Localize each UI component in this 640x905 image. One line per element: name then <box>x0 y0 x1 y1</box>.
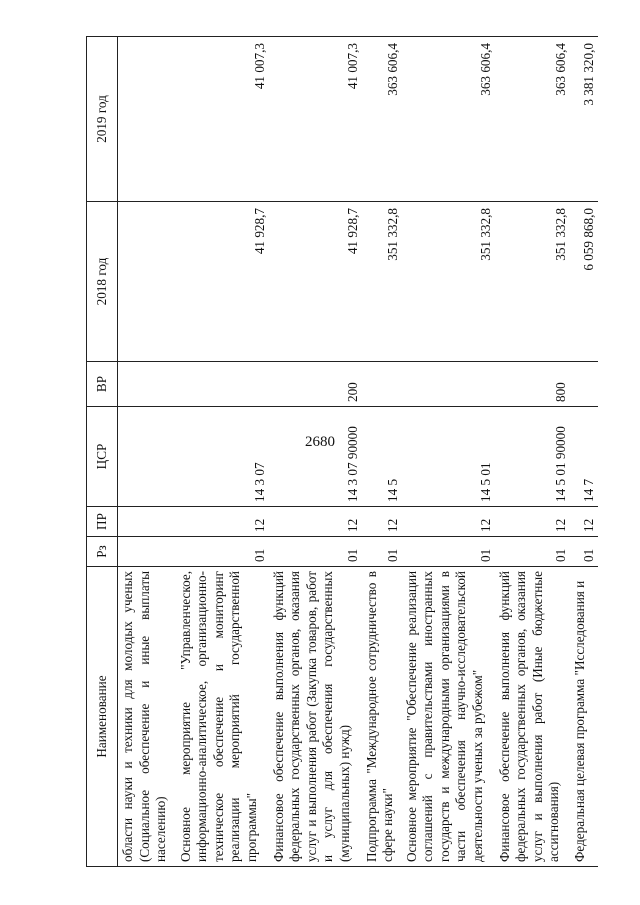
page-number: 2680 <box>305 434 335 450</box>
row-2018: 351 332,8 <box>402 202 495 362</box>
row-2019 <box>118 37 176 202</box>
row-2019: 3 381 320,0 <box>570 37 598 202</box>
header-csr: ЦСР <box>87 407 118 507</box>
row-rz: 01 <box>570 537 598 567</box>
row-pr: 12 <box>495 507 570 537</box>
row-2019: 363 606,4 <box>402 37 495 202</box>
row-rz: 01 <box>495 537 570 567</box>
table-row <box>118 37 176 867</box>
header-name: Наименование <box>87 567 118 867</box>
row-name: Основное мероприятие "Управленческое, информационно-аналитическое, организационно-техническое обеспечение и мониторинг реализации мероприятий государственной программы" <box>176 567 269 867</box>
row-csr: 14 5 01 90000 <box>495 407 570 507</box>
row-name: Финансовое обеспечение выполнения функций федеральных государственных органов, оказания услуг и выполнения работ (Иные бюджетные ассигнования) <box>495 567 570 867</box>
header-rz: Рз <box>87 537 118 567</box>
row-name: Подпрограмма "Международное сотрудничество в сфере науки" <box>362 567 402 867</box>
row-2018: 351 332,8 <box>495 202 570 362</box>
table-row <box>362 37 402 867</box>
budget-table <box>86 36 598 867</box>
row-vr <box>402 362 495 407</box>
row-2019: 363 606,4 <box>362 37 402 202</box>
row-2018: 41 928,7 <box>176 202 269 362</box>
row-2019: 363 606,4 <box>495 37 570 202</box>
row-vr <box>362 362 402 407</box>
table-row <box>402 37 495 867</box>
row-2018 <box>118 202 176 362</box>
row-pr: 12 <box>402 507 495 537</box>
row-pr <box>118 507 176 537</box>
row-name: Финансовое обеспечение выполнения функций федеральных государственных органов, оказания услуг и выполнения работ (Закупка товаров, работ и услуг для обеспечения государственных (муниципальных) нужд) <box>269 567 362 867</box>
row-csr <box>118 407 176 507</box>
row-pr: 12 <box>362 507 402 537</box>
row-name: Основное мероприятие "Обеспечение реализации соглашений с правительствами иностранных государств и международными организациями в части обеспечения научно-исследовательской деятельности ученых за рубежом" <box>402 567 495 867</box>
row-2018: 41 928,7 <box>269 202 362 362</box>
row-csr: 14 7 <box>570 407 598 507</box>
row-rz: 01 <box>176 537 269 567</box>
row-csr: 14 3 07 <box>176 407 269 507</box>
row-csr: 14 5 01 <box>402 407 495 507</box>
table-header-row <box>87 37 118 867</box>
row-rz <box>118 537 176 567</box>
row-rz: 01 <box>402 537 495 567</box>
row-vr <box>570 362 598 407</box>
row-2018: 351 332,8 <box>362 202 402 362</box>
row-2019: 41 007,3 <box>176 37 269 202</box>
header-vr: ВР <box>87 362 118 407</box>
row-pr: 12 <box>269 507 362 537</box>
row-2019: 41 007,3 <box>269 37 362 202</box>
table-row <box>269 37 362 867</box>
row-name: Федеральная целевая программа "Исследования и <box>570 567 598 867</box>
row-vr: 200 <box>269 362 362 407</box>
header-2019: 2019 год <box>87 37 118 202</box>
row-vr: 800 <box>495 362 570 407</box>
row-vr <box>118 362 176 407</box>
header-2018: 2018 год <box>87 202 118 362</box>
budget-table-container <box>86 37 596 867</box>
row-vr <box>176 362 269 407</box>
row-name: области науки и техники для молодых ученых (Социальное обеспечение и иные выплаты населению) <box>118 567 176 867</box>
row-rz: 01 <box>269 537 362 567</box>
row-rz: 01 <box>362 537 402 567</box>
row-csr: 14 5 <box>362 407 402 507</box>
table-row <box>495 37 570 867</box>
row-csr: 14 3 07 90000 <box>269 407 362 507</box>
row-pr: 12 <box>570 507 598 537</box>
header-pr: ПР <box>87 507 118 537</box>
row-2018: 6 059 868,0 <box>570 202 598 362</box>
row-pr: 12 <box>176 507 269 537</box>
table-row <box>176 37 269 867</box>
table-row <box>570 37 598 867</box>
